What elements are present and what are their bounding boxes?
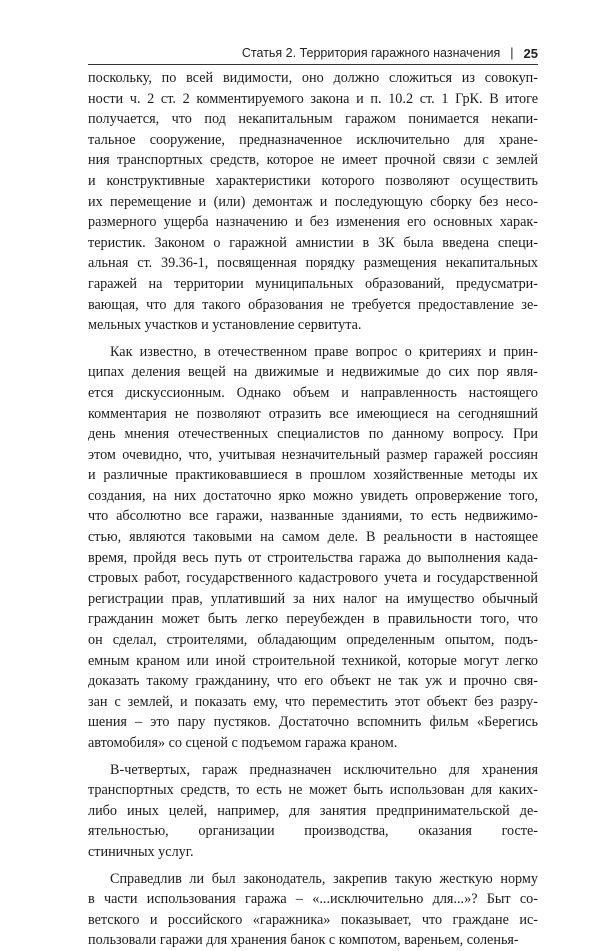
text-line: ципах деления вещей на движимые и недвижимые до сих пор явля- — [88, 364, 538, 381]
text-line: стровых работ, государственного кадастрового учета и государственной — [88, 570, 538, 587]
text-line: Справедлив ли был законодатель, закрепив такую жесткую норму — [110, 870, 538, 887]
text-line: вающая, что для такого образования не требуется предоставление зе- — [88, 296, 538, 313]
text-line: В-четвертых, гараж предназначен исключительно для хранения — [110, 761, 538, 778]
text-line: ятельностью, организации производства, оказания госте- — [88, 823, 538, 840]
text-line: что абсолютно все гаражи, названные зданиями, то есть недвижимо- — [88, 508, 538, 525]
text-line: этом очевидно, что, учитывая незначительный размер гаражей россиян — [88, 446, 538, 463]
text-line: тальное сооружение, предназначенное исключительно для хране- — [88, 131, 538, 148]
text-line: гражданин может быть легко переубежден в правильности того, что — [88, 611, 538, 628]
running-title: Статья 2. Территория гаражного назначения — [241, 46, 501, 60]
text-line: зан с землей, и показать ему, что переместить этот объект без разру- — [88, 693, 538, 710]
text-line: поскольку, по всей видимости, оно должно сложиться из совокуп- — [88, 70, 538, 86]
paragraph — [88, 869, 538, 951]
text-line: емным краном или иной строительной техникой, которые могут легко — [88, 652, 538, 669]
text-line: альная ст. 39.36-1, посвященная порядку размещения некапитальных — [88, 255, 538, 272]
text-line: регистрации прав, уплативший за них налог на имущество обычный — [88, 590, 538, 607]
text-line: время, пройдя весь путь от строительства гаража до выполнения када- — [88, 549, 538, 566]
text-line: шения – это пару пустяков. Достаточно вспомнить фильм «Берегись — [88, 714, 538, 731]
text-line: получается, что под некапитальным гаражом понимается некапи- — [88, 111, 538, 128]
text-line: размерного ущерба назначению и без изменения его основных харак- — [88, 214, 538, 231]
running-header — [88, 43, 538, 63]
text-line: либо иных целей, например, для занятия предпринимательской де- — [88, 802, 538, 819]
text-line: транспортных средств, то есть не может быть использован для каких- — [88, 782, 538, 799]
text-line: Как известно, в отечественном праве вопрос о критериях и прин- — [110, 343, 538, 360]
text-line: в части использования гаража – «...исключительно для...»? Быт со- — [88, 891, 538, 908]
text-line: ется дискуссионным. Однако объем и направленность настоящего — [88, 384, 538, 401]
page-number: 25 — [523, 45, 538, 61]
paragraph — [88, 68, 538, 336]
text-line: гаражей на территории муниципальных образований, предусматри- — [88, 275, 538, 292]
text-line: и конструктивные характеристики которого позволяют осуществить — [88, 172, 538, 189]
text-line: ветского и российского «гаражника» показывает, что граждане ис- — [88, 911, 538, 928]
text-line: день мнения отечественных специалистов по данному вопросу. При — [88, 426, 538, 443]
text-line: их перемещение и (или) демонтаж и последующую сборку без несо- — [88, 193, 538, 210]
text-line: комментария не позволяют отразить все имеющиеся на сегодняшний — [88, 405, 538, 422]
text-line: пользовали гаражи для хранения банок с компотом, вареньем, соленья- — [88, 932, 519, 949]
body-text — [88, 68, 538, 951]
text-line: стью, являются таковыми на самом деле. В реальности в настоящее — [88, 529, 538, 546]
text-line: стиничных услуг. — [88, 843, 194, 860]
text-line: и различные практиковавшиеся в прошлом хозяйственные методы их — [88, 467, 538, 484]
text-line: он сделал, строителями, обладающим определенным опытом, подъ- — [88, 632, 538, 649]
header-separator: | — [510, 46, 514, 60]
text-line: теристик. Законом о гаражной амнистии в ЗК была введена специ- — [88, 234, 538, 251]
header-rule — [88, 64, 538, 65]
paragraph — [88, 760, 538, 863]
text-line: ности ч. 2 ст. 2 комментируемого закона и п. 10.2 ст. 1 ГрК. В итоге — [88, 90, 538, 107]
text-line: создания, на них достаточно ярко можно увидеть опровержение того, — [88, 487, 538, 504]
text-line: доказать такому гражданину, что его объект не так уж и прочно свя- — [88, 673, 538, 690]
text-line: автомобиля» со сценой с подъемом гаража краном. — [88, 735, 398, 751]
text-line: мельных участков и установление сервитута. — [88, 317, 362, 334]
paragraph — [88, 342, 538, 754]
text-line: ния транспортных средств, которое не имеет прочной связи с землей — [88, 152, 538, 169]
